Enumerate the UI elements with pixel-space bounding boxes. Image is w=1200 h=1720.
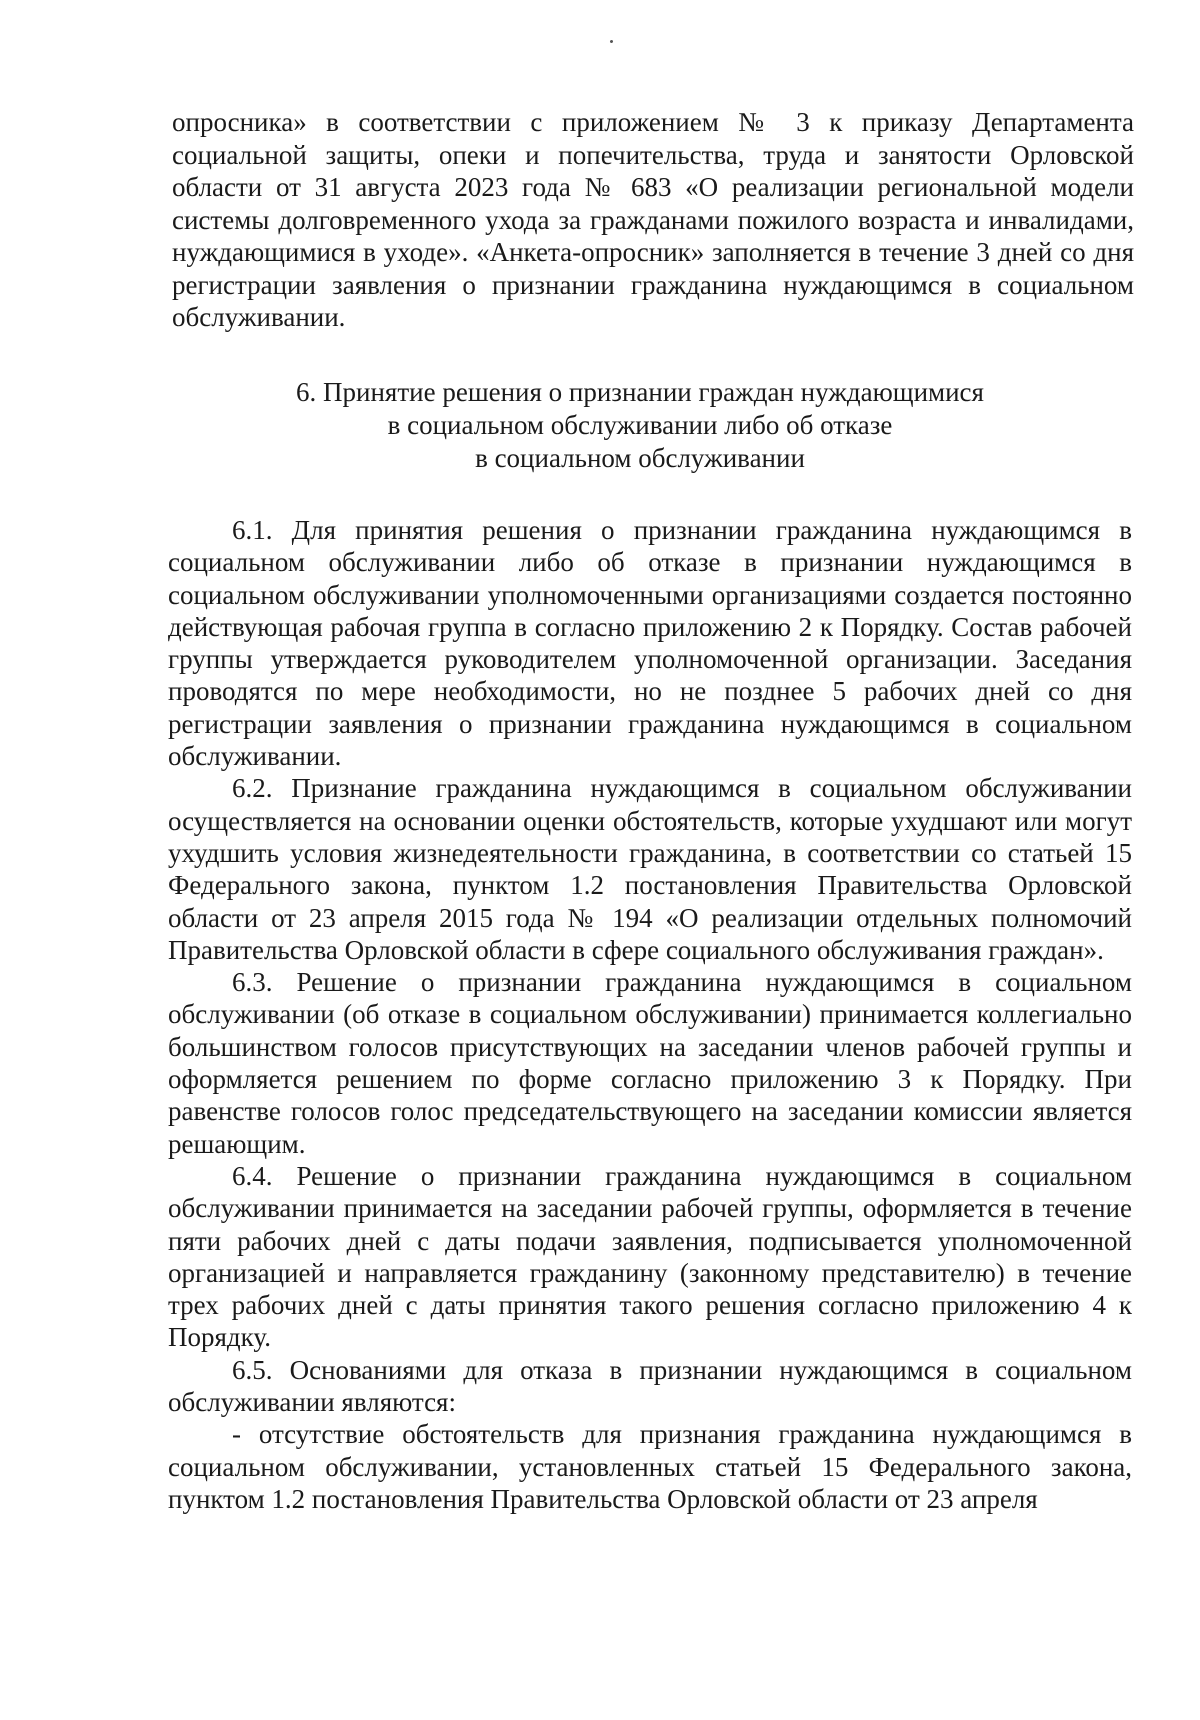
paragraph-6-5: 6.5. Основаниями для отказа в признании нуждающимся в социальном обслуживании являются: <box>168 1354 1132 1418</box>
section-heading-line-2: в социальном обслуживании либо об отказе <box>387 410 893 440</box>
paragraph-6-5-item: - отсутствие обстоятельств для признания гражданина нуждающимся в социальном обслуживании, установленных статьей 15 Федерального закона, пунктом 1.2 постановления Правительства Орловской области от 23 апреля <box>168 1419 1132 1514</box>
paragraph-6-3: 6.3. Решение о признании гражданина нуждающимся в социальном обслуживании (об отказе в социальном обслуживании) принимается коллегиально большинством голосов присутствующих на заседании членов рабочей группы и оформляется решением по форме согласно приложению 3 к Порядку. При равенстве голосов голос председательствующего на заседании комиссии является решающим. <box>168 967 1132 1159</box>
section-heading-line-1: 6. Принятие решения о признании граждан нуждающимися <box>296 377 984 407</box>
section-heading <box>200 376 1080 475</box>
paragraph-6-2: 6.2. Признание гражданина нуждающимся в социальном обслуживании осуществляется на основании оценки обстоятельств, которые ухудшают или могут ухудшить условия жизнедеятельности гражданина, в соответствии со статьей 15 Федерального закона, пунктом 1.2 постановления Правительства Орловской области от 23 апреля 2015 года № 194 «О реализации отдельных полномочий Правительства Орловской области в сфере социального обслуживания граждан». <box>168 773 1132 965</box>
paragraph-6-1: 6.1. Для принятия решения о признании гражданина нуждающимся в социальном обслуживании либо об отказе в признании нуждающимся в социальном обслуживании уполномоченными организациями создается постоянно действующая рабочая группа в согласно приложению 2 к Порядку. Состав рабочей группы утверждается руководителем уполномоченной организации. Заседания проводятся по мере необходимости, но не позднее 5 рабочих дней со дня регистрации заявления о признании гражданина нуждающимся в социальном обслуживании. <box>168 515 1132 772</box>
intro-paragraph: опросника» в соответствии с приложением № 3 к приказу Департамента социальной защиты, опеки и попечительства, труда и занятости Орловской области от 31 августа 2023 года № 683 «О реализации региональной модели системы долговременного ухода за гражданами пожилого возраста и инвалидами, нуждающимися в уходе». «Анкета-опросник» заполняется в течение 3 дней со дня регистрации заявления о признании гражданина нуждающимся в социальном обслуживании. <box>172 107 1134 332</box>
paragraph-6-4: 6.4. Решение о признании гражданина нуждающимся в социальном обслуживании принимается на заседании рабочей группы, оформляется в течение пяти рабочих дней с даты подачи заявления, подписывается уполномоченной организацией и направляется гражданину (законному представителю) в течение трех рабочих дней с даты принятия такого решения согласно приложению 4 к Порядку. <box>168 1160 1132 1353</box>
section-heading-line-3: в социальном обслуживании <box>475 443 805 473</box>
scan-speck <box>610 40 614 44</box>
section-body <box>168 514 1132 1515</box>
